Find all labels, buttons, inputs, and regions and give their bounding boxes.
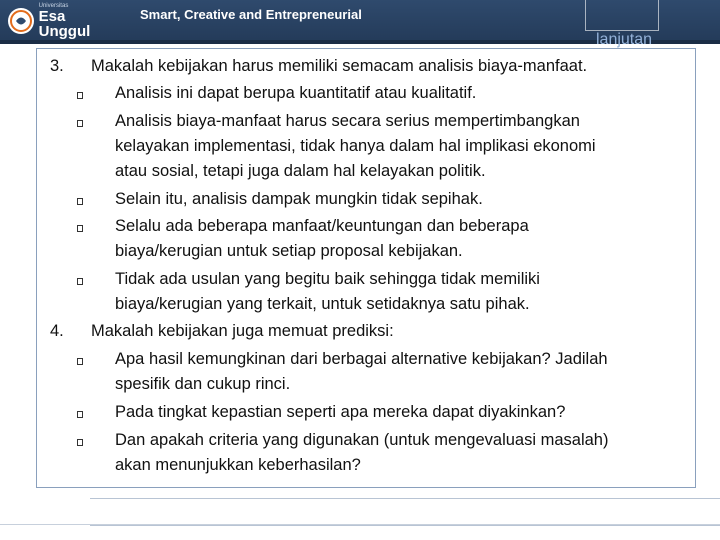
bullet-3-2-line-1: Analisis biaya-manfaat harus secara serius mempertimbangkan [115,112,580,130]
bullet-3-2-line-2: kelayakan implementasi, tidak hanya dalam hal implikasi ekonomi [115,137,596,155]
logo-small-text: Universitas [38,3,69,9]
square-bullet-icon [77,439,83,446]
logo-name: Esa Unggul [38,8,91,40]
bullet-4-1-line-1: Apa hasil kemungkinan dari berbagai alternative kebijakan? Jadilah [115,350,608,368]
square-bullet-icon [77,358,83,365]
square-bullet-icon [77,278,83,285]
bullet-3-5-line-1: Tidak ada usulan yang begitu baik sehingga tidak memiliki [115,270,540,288]
tagline: Smart, Creative and Entrepreneurial [140,7,362,22]
bullet-3-3-line-1: Selain itu, analisis dampak mungkin tidak sepihak. [115,190,483,208]
item-4-text: Makalah kebijakan juga memuat prediksi: [91,322,394,340]
bullet-3-4-line-1: Selalu ada beberapa manfaat/keuntungan dan beberapa [115,217,529,235]
item-number-4: 4. [50,322,64,340]
square-bullet-icon [77,198,83,205]
bullet-3-4-line-2: biaya/kerugian untuk setiap proposal kebijakan. [115,242,463,260]
bullet-3-5-line-2: biaya/kerugian yang terkait, untuk setidaknya satu pihak. [115,295,530,313]
square-bullet-icon [77,411,83,418]
bullet-4-2-line-1: Pada tingkat kepastian seperti apa mereka dapat diyakinkan? [115,403,566,421]
bullet-4-3-line-1: Dan apakah criteria yang digunakan (untuk mengevaluasi masalah) [115,431,609,449]
bullet-3-1-line-1: Analisis ini dapat berupa kuantitatif atau kualitatif. [115,84,477,102]
item-3-text: Makalah kebijakan harus memiliki semacam analisis biaya-manfaat. [91,57,588,75]
square-bullet-icon [77,92,83,99]
square-bullet-icon [77,225,83,232]
bullet-4-3-line-2: akan menunjukkan keberhasilan? [115,456,361,474]
university-logo-icon [8,8,34,34]
footer-divider [0,524,720,525]
footer-decor-lines [90,498,720,526]
header-decor-box [585,0,659,31]
bullet-4-1-line-2: spesifik dan cukup rinci. [115,375,291,393]
university-logo [8,3,120,40]
square-bullet-icon [77,120,83,127]
bullet-3-2-line-3: atau sosial, tetapi juga dalam hal kelayakan politik. [115,162,486,180]
item-number-3: 3. [50,57,64,75]
continued-label: lanjutan [596,31,653,48]
